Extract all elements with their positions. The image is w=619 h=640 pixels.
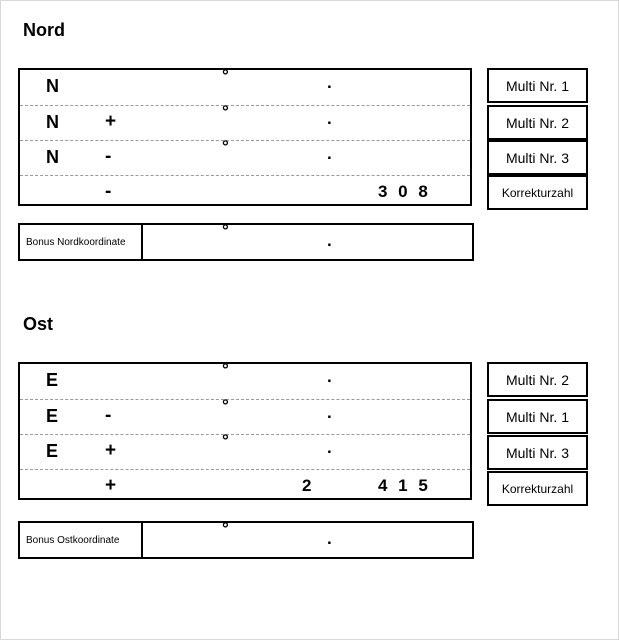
direction-letter: E: [46, 370, 59, 390]
direction-letter: N: [46, 76, 59, 96]
bonus-label: Bonus Nordkoordinate: [20, 225, 143, 259]
degree-symbol: °: [222, 431, 229, 450]
nord-side-label-1: Multi Nr. 1: [487, 68, 588, 103]
degree-symbol: °: [222, 360, 229, 379]
nord-side-label-4: Korrekturzahl: [487, 175, 588, 210]
ost-table: [18, 362, 472, 500]
decimal-point: .: [327, 109, 332, 128]
degree-symbol: °: [222, 137, 229, 156]
operator-sign: +: [105, 111, 117, 132]
decimal-point: .: [327, 367, 332, 386]
ost-side-label-4: Korrekturzahl: [487, 471, 588, 506]
operator-sign: +: [105, 440, 117, 461]
ost-side-label-3: Multi Nr. 3: [487, 435, 588, 470]
decimal-point: .: [327, 403, 332, 422]
degree-symbol: °: [222, 396, 229, 415]
correction-digits: 3 0 8: [378, 182, 428, 201]
nord-row-correction: [20, 175, 470, 211]
ost-side-label-2: Multi Nr. 1: [487, 399, 588, 434]
decimal-point: .: [327, 438, 332, 457]
ost-row-1: [20, 360, 470, 399]
operator-sign: -: [105, 146, 112, 167]
ost-heading: Ost: [23, 314, 54, 334]
nord-row-3: [20, 137, 470, 176]
ost-bonus-box: [18, 521, 474, 559]
direction-letter: N: [46, 112, 59, 132]
nord-side-label-2: Multi Nr. 2: [487, 105, 588, 140]
correction-digit-a: 2: [302, 476, 312, 495]
nord-bonus-box: [18, 223, 474, 261]
nord-row-1: [20, 66, 470, 105]
ost-side-label-1: Multi Nr. 2: [487, 362, 588, 397]
nord-table: [18, 68, 472, 206]
nord-heading: Nord: [23, 20, 65, 40]
decimal-point: .: [327, 529, 332, 548]
nord-row-2: [20, 102, 470, 141]
degree-symbol: °: [222, 519, 229, 538]
correction-digits-b: 4 1 5: [378, 476, 428, 495]
direction-letter: E: [46, 406, 59, 426]
degree-symbol: °: [222, 102, 229, 121]
direction-letter: N: [46, 147, 59, 167]
operator-sign: -: [105, 405, 112, 426]
bonus-label: Bonus Ostkoordinate: [20, 523, 143, 557]
operator-sign: -: [105, 181, 112, 202]
operator-sign: +: [105, 475, 117, 496]
ost-row-2: [20, 396, 470, 435]
ost-row-correction: [20, 469, 470, 505]
decimal-point: .: [327, 73, 332, 92]
nord-side-label-3: Multi Nr. 3: [487, 140, 588, 175]
direction-letter: E: [46, 441, 59, 461]
degree-symbol: °: [222, 66, 229, 85]
degree-symbol: °: [222, 221, 229, 240]
decimal-point: .: [327, 231, 332, 250]
ost-row-3: [20, 431, 470, 470]
decimal-point: .: [327, 144, 332, 163]
